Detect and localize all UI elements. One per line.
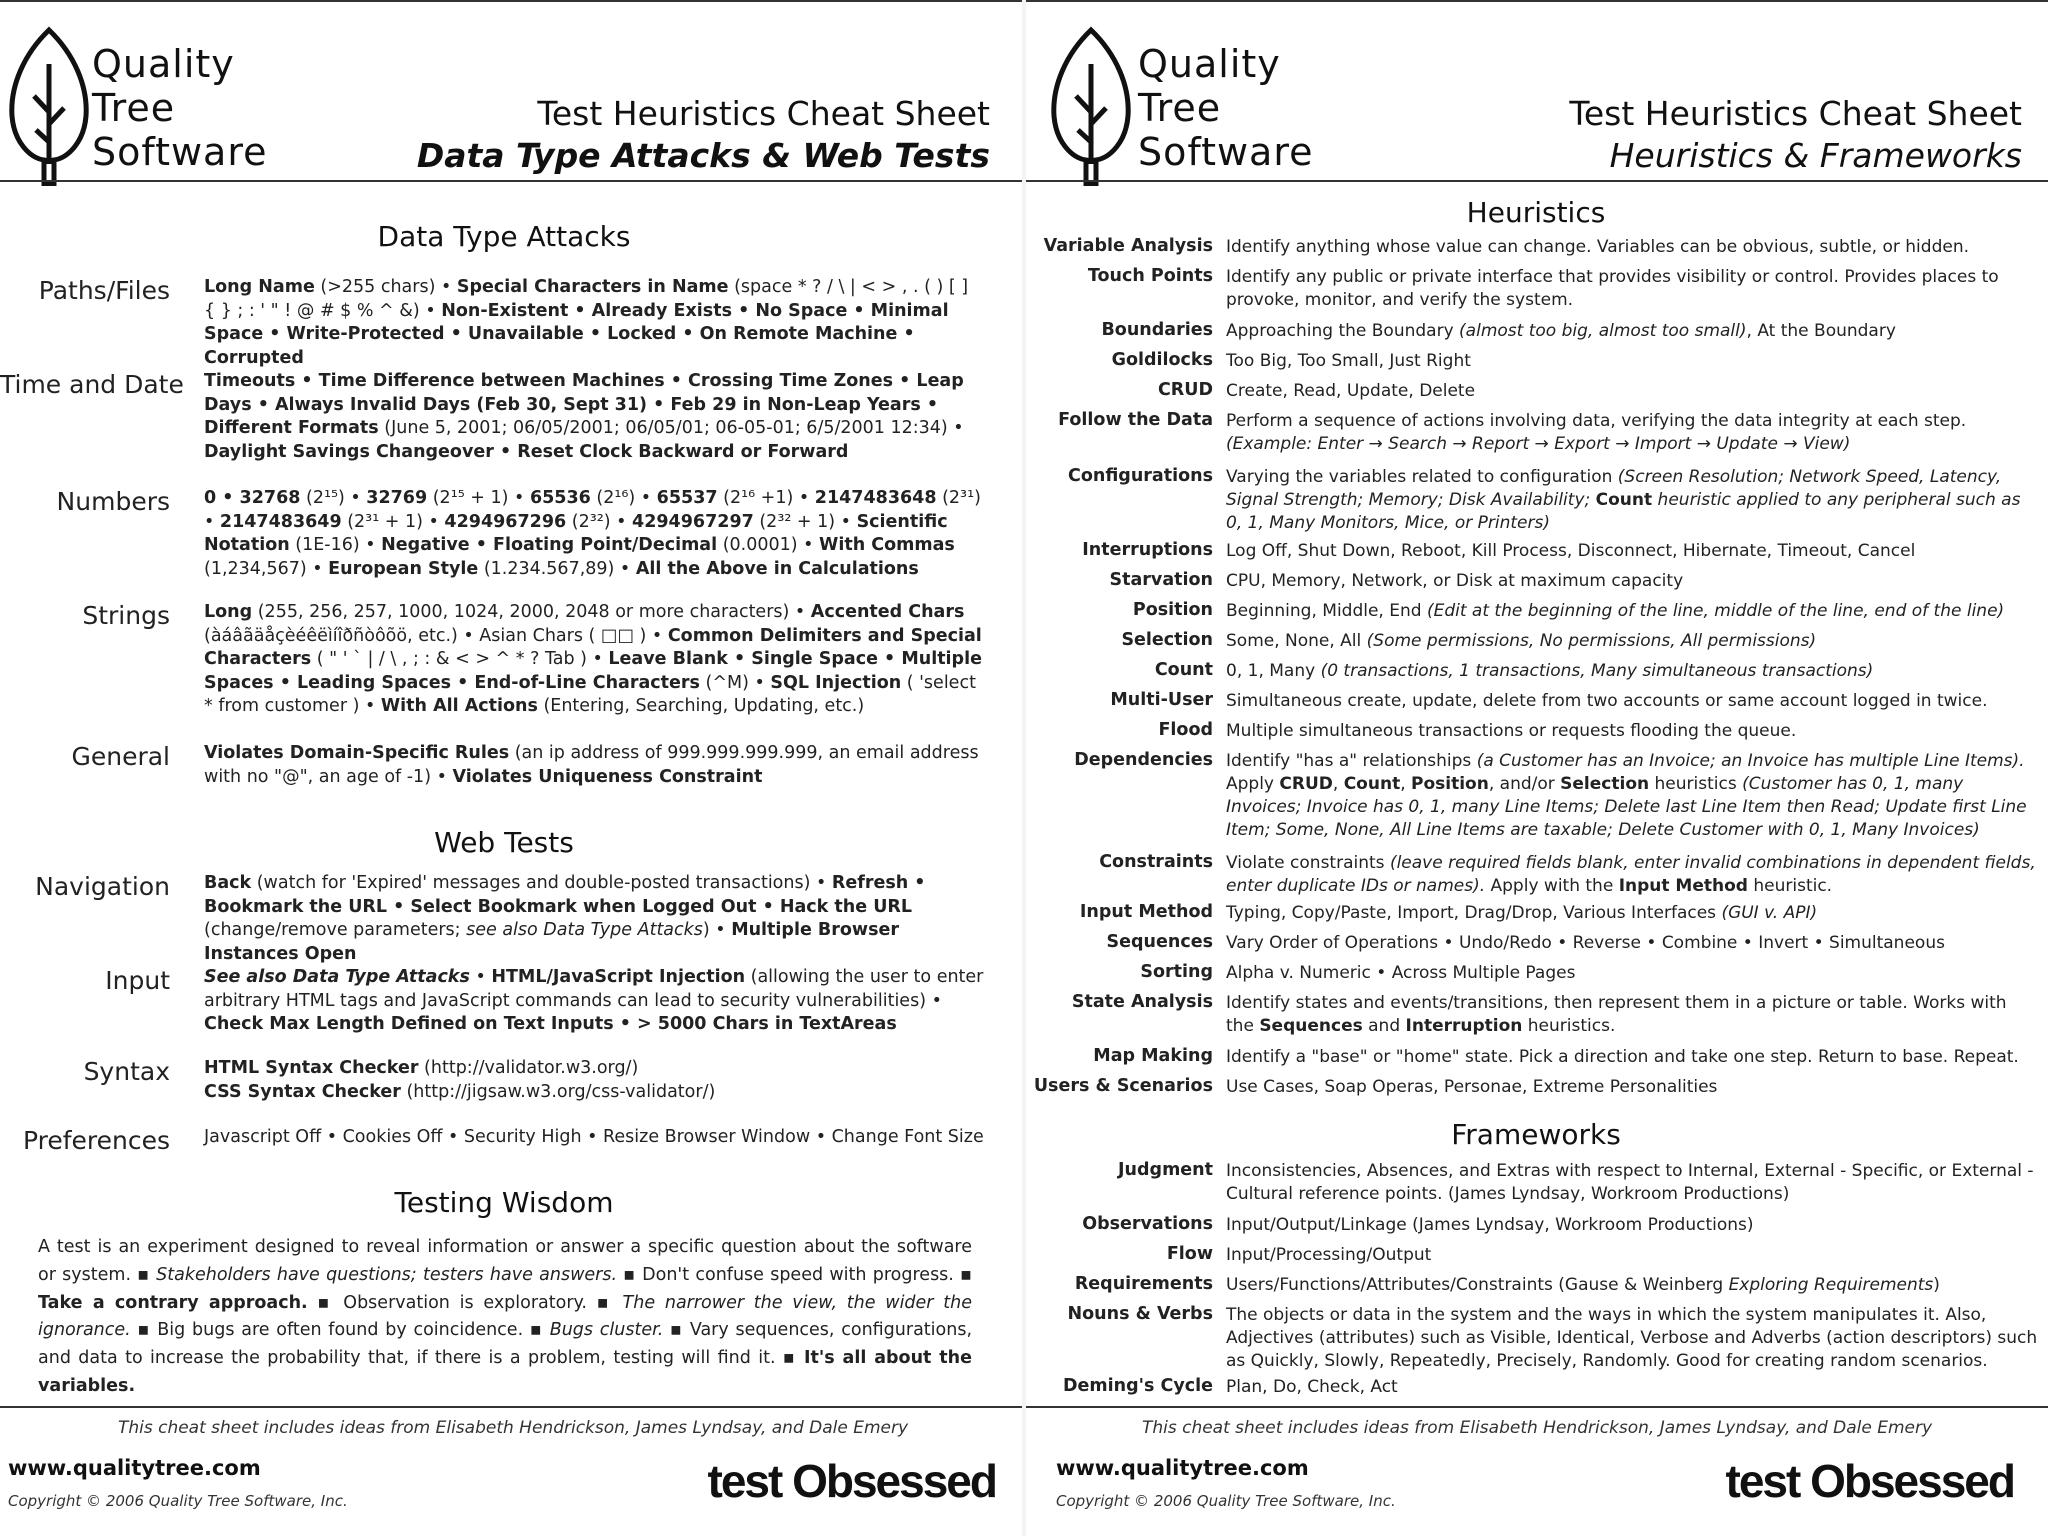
row-text (1226, 630, 2038, 653)
row-label: Judgment (1118, 1160, 1213, 1180)
row-text (204, 276, 984, 370)
text-segment: ▪ Observation is exploratory. ▪ (307, 1292, 623, 1313)
row-text (1226, 380, 2038, 403)
text-segment: With Commas (819, 535, 955, 555)
text-segment: (June 5, 2001; 06/05/2001; 06/05/01; 06-05-01; 6/5/2001 12:34) • (378, 418, 964, 438)
row-text (204, 487, 984, 581)
text-segment: Violates Domain-Specific Rules (204, 743, 510, 763)
text-segment: With All Actions (380, 696, 538, 716)
text-segment: Identify states and events/transitions, then represent them in a picture or table. Works with the (1226, 993, 2007, 1036)
row-label: Dependencies (1074, 750, 1213, 770)
text-segment: ( " ' ` | / \ , ; : & < > ^ * ? Tab ) • (311, 649, 609, 669)
text-segment: see also Data Type Attacks (466, 920, 703, 940)
row-text (204, 601, 984, 719)
row-text (1226, 266, 2038, 312)
text-segment: Stakeholders have questions; testers have answers. (156, 1264, 618, 1285)
row-label: Flood (1158, 720, 1213, 740)
text-segment: Use Cases, Soap Operas, Personae, Extreme Personalities (1226, 1077, 1718, 1097)
text-segment: , At the Boundary (1746, 321, 1896, 341)
text-segment: (an ip address of 999.999.999.999, an email address with no "@", an age of -1) • (204, 743, 979, 787)
row-text (204, 1126, 984, 1150)
text-segment: SQL Injection (770, 672, 902, 693)
header-divider (1026, 180, 2048, 182)
brand-line: Tree (1138, 86, 1222, 130)
row-label: Map Making (1093, 1046, 1213, 1066)
text-segment: 4294967296 (444, 511, 567, 532)
text-segment: The objects or data in the system and the ways in which the system manipulates it. Also, Adjectives (attributes) such as Visible, Identical, Verbose and Adverbs (action descriptors) such as Quickly, Slowly, Repeatedly, Precisely, Randomly. Good for creating random scenarios. (1226, 1305, 2038, 1371)
text-segment: HTML Syntax Checker (204, 1058, 419, 1078)
row-label: Follow the Data (1058, 410, 1213, 430)
text-segment: (2¹⁵ + 1) • (427, 488, 530, 508)
brand-line: Software (1138, 130, 1314, 174)
row-label: Selection (1121, 630, 1213, 650)
company-brand (1138, 42, 1314, 174)
row-text (204, 872, 984, 966)
sheet-title: Test Heuristics Cheat Sheet (1569, 94, 2022, 133)
row-text (1226, 720, 2038, 743)
text-segment: (a Customer has an Invoice; an Invoice has multiple Line Items). (1476, 751, 2025, 771)
brand-line: Quality (92, 42, 235, 86)
text-segment: (almost too big, almost too small) (1459, 321, 1747, 341)
text-segment: , (1400, 774, 1412, 794)
text-segment: A test is an experiment designed to reveal information or answer a specific question about the software or system. ▪ (38, 1237, 972, 1285)
text-segment: (1,234,567) • (204, 558, 329, 579)
brand-line: Tree (92, 86, 176, 130)
text-segment: (http://validator.w3.org/) (418, 1058, 639, 1078)
text-segment: (>255 chars) • (314, 277, 457, 297)
section-title-frameworks: Frameworks (1451, 1118, 1621, 1151)
row-label: Strings (82, 601, 170, 630)
row-label: Numbers (56, 487, 170, 516)
row-label: Users & Scenarios (1033, 1076, 1213, 1096)
sheet-title: Test Heuristics Cheat Sheet (537, 94, 990, 133)
credits-line: This cheat sheet includes ideas from Elisabeth Hendrickson, James Lyndsay, and Dale Emery (117, 1418, 909, 1438)
text-segment: heuristics (1649, 774, 1743, 794)
text-segment: (2³²) • (566, 511, 633, 532)
text-segment: (Entering, Searching, Updating, etc.) (537, 696, 865, 716)
page-header (0, 0, 1026, 186)
text-segment: ) • (702, 920, 732, 940)
text-segment: Timeouts • Time Difference between Machines • Crossing Time Zones • Leap Days • Always Invalid Days (Feb 30, Sept 31) • Feb 29 in Non-Leap Years • Different Formats (204, 371, 964, 438)
text-segment: All the Above in Calculations (635, 558, 919, 579)
row-label: Starvation (1109, 570, 1213, 590)
tree-logo-icon (4, 24, 94, 186)
text-segment: Violate constraints (1226, 853, 1390, 873)
footer-divider (0, 1406, 1026, 1408)
test-obsessed-logo: test Obsessed (1725, 1455, 2014, 1507)
text-segment: (Example: Enter → Search → Report → Export → Import → Update → View) (1226, 434, 1851, 454)
text-segment: Too Big, Too Small, Just Right (1226, 351, 1471, 371)
text-segment: (Some permissions, No permissions, All permissions) (1366, 631, 1817, 651)
row-text (1226, 540, 2038, 563)
row-label: Time and Date (0, 370, 184, 399)
text-segment: (2¹⁵) • (300, 488, 367, 508)
row-text (204, 742, 984, 789)
row-label: Navigation (35, 872, 170, 901)
row-text (1226, 570, 2038, 593)
row-label: Nouns & Verbs (1067, 1304, 1213, 1324)
row-text (1226, 466, 2038, 535)
text-segment: Long Name (204, 277, 315, 297)
sheet-subtitle: Data Type Attacks & Web Tests (416, 136, 990, 175)
text-segment: (2¹⁶ +1) • (717, 488, 815, 508)
text-segment: Plan, Do, Check, Act (1226, 1377, 1398, 1397)
header-divider (0, 180, 1026, 182)
text-segment: Sequences (1259, 1016, 1363, 1036)
text-segment: Simultaneous create, update, delete from two accounts or same account logged in twice. (1226, 691, 1988, 711)
text-segment: (Edit at the beginning of the line, middle of the line, end of the line) (1426, 601, 2005, 621)
text-segment: (watch for 'Expired' messages and double-posted transactions) • (251, 873, 832, 893)
company-brand (92, 42, 268, 174)
text-segment: Accented Chars (810, 602, 965, 622)
text-segment: 0 • 32768 (204, 488, 301, 508)
text-segment: ( 'select * from customer ) • (204, 672, 976, 716)
row-label: Multi-User (1110, 690, 1213, 710)
text-segment: ▪ Vary sequences, configurations, and data to increase the probability that, if there is a problem, testing will find it. ▪ (38, 1320, 973, 1369)
section-title-data-type-attacks: Data Type Attacks (377, 220, 631, 253)
text-segment: (àáâãäåçèéêëìíîðñòôõö, etc.) • Asian Chars ( □□ ) • (204, 625, 668, 646)
text-segment: Beginning, Middle, End (1226, 601, 1427, 621)
text-segment: (space * ? / \ | < > , . ( ) [ ] { } ; : ' " ! @ # $ % ^ &) • (204, 277, 969, 321)
row-label: General (71, 742, 170, 771)
row-label: Preferences (22, 1126, 170, 1155)
text-segment: Apply (1226, 774, 1280, 794)
text-segment: CSS Syntax Checker (204, 1081, 401, 1102)
copyright-notice: Copyright © 2006 Quality Tree Software, Inc. (1056, 1492, 1396, 1510)
text-segment: European Style (328, 558, 479, 579)
text-segment: Create, Read, Update, Delete (1226, 381, 1476, 401)
brand-line: Quality (1138, 42, 1281, 86)
text-segment: , (1332, 774, 1344, 794)
text-segment: Non-Existent • Already Exists • No Space • Minimal Space • Write-Protected • Unavailable • Locked • On Remote Machine • Corrupted (204, 300, 949, 368)
text-segment: Vary Order of Operations • Undo/Redo • Reverse • Combine • Invert • Simultaneous (1226, 933, 1945, 953)
text-segment: and (1362, 1016, 1406, 1036)
row-label: Requirements (1074, 1274, 1213, 1294)
credits-line: This cheat sheet includes ideas from Elisabeth Hendrickson, James Lyndsay, and Dale Emery (1141, 1418, 1933, 1438)
test-obsessed-logo: test Obsessed (707, 1455, 996, 1507)
copyright-notice: Copyright © 2006 Quality Tree Software, Inc. (8, 1492, 348, 1510)
text-segment: (2³¹ + 1) • (341, 511, 445, 532)
text-segment: See also Data Type Attacks (204, 967, 470, 987)
text-segment: 65536 (529, 488, 591, 508)
text-segment: heuristic. (1747, 876, 1833, 896)
text-segment: Long (204, 602, 253, 622)
page-header (1026, 0, 2048, 186)
row-text (1226, 600, 2038, 623)
text-segment: CRUD (1279, 774, 1333, 794)
text-segment: Common Delimiters and Special Characters (204, 625, 982, 669)
row-label: Flow (1166, 1244, 1213, 1264)
text-segment: Identify any public or private interface that provides visibility or control. Provides places to provoke, monitor, and verify the system. (1226, 267, 1999, 310)
text-segment: Refresh • Bookmark the URL • Select Bookmark when Logged Out • Hack the URL (204, 873, 926, 917)
row-text (1226, 992, 2038, 1038)
text-segment: Bugs cluster. (549, 1320, 664, 1341)
text-segment: Javascript Off • Cookies Off • Security High • Resize Browser Window • Change Font Size (204, 1127, 984, 1147)
row-text (1226, 320, 2038, 343)
text-segment: Some, None, All (1226, 631, 1367, 651)
row-text (204, 966, 984, 1037)
text-segment: (leave required fields blank, enter invalid combinations in dependent fields, enter duplicate IDs or names). (1226, 853, 2036, 896)
text-segment: Log Off, Shut Down, Reboot, Kill Process, Disconnect, Hibernate, Timeout, Cancel (1226, 541, 1916, 561)
text-segment: (0.0001) • (717, 535, 820, 555)
section-title-testing-wisdom: Testing Wisdom (394, 1186, 614, 1219)
text-segment: 0, 1, Many (1226, 661, 1321, 681)
row-label: Goldilocks (1111, 350, 1213, 370)
text-segment: Negative • Floating Point/Decimal (381, 535, 718, 555)
row-label: Sorting (1140, 962, 1213, 982)
text-segment: Special Characters in Name (456, 277, 729, 297)
testing-wisdom-paragraph (38, 1234, 972, 1401)
text-segment: Identify anything whose value can change. Variables can be obvious, subtle, or hidden. (1226, 237, 1970, 257)
text-segment: Typing, Copy/Paste, Import, Drag/Drop, Various Interfaces (1226, 903, 1722, 923)
row-label: State Analysis (1071, 992, 1213, 1012)
text-segment: 2147483649 (219, 511, 342, 532)
text-segment: heuristics. (1522, 1016, 1616, 1036)
text-segment: The narrower the view, the wider the ignorance. (38, 1292, 972, 1341)
row-label: Boundaries (1101, 320, 1213, 340)
row-label: Observations (1082, 1214, 1213, 1234)
text-segment: Position (1411, 774, 1489, 794)
row-label: Touch Points (1087, 266, 1213, 286)
row-label: Interruptions (1082, 540, 1213, 560)
row-text (1226, 410, 2038, 456)
text-segment: Users/Functions/Attributes/Constraints (Gause & Weinberg (1226, 1275, 1729, 1295)
text-segment: Identify a "base" or "home" state. Pick a direction and take one step. Return to base. Repeat. (1226, 1047, 2019, 1067)
text-segment: Count (1595, 490, 1653, 510)
row-text (1226, 852, 2038, 898)
row-label: Input (105, 966, 170, 995)
text-segment: Apply with the (1485, 876, 1619, 896)
text-segment: ) (1933, 1275, 1940, 1295)
row-label: Variable Analysis (1043, 236, 1213, 256)
sheet-subtitle: Heuristics & Frameworks (1609, 136, 2022, 175)
text-segment: Multiple simultaneous transactions or requests flooding the queue. (1226, 721, 1797, 741)
text-segment: Input/Output/Linkage (James Lyndsay, Workroom Productions) (1226, 1215, 1754, 1235)
row-label: Constraints (1099, 852, 1213, 872)
row-text (1226, 932, 2038, 955)
row-text (1226, 902, 2038, 925)
row-text (1226, 236, 2038, 259)
section-title-web-tests: Web Tests (434, 826, 574, 859)
text-segment: Input Method (1618, 876, 1748, 896)
text-segment: 65537 (656, 488, 718, 508)
row-text (1226, 690, 2038, 713)
row-label: Syntax (83, 1057, 170, 1086)
text-segment: ▪ Don't confuse speed with progress. ▪ (617, 1264, 973, 1285)
text-segment: Multiple Browser Instances Open (204, 920, 899, 964)
row-text (204, 370, 984, 464)
text-segment: • (469, 967, 492, 987)
text-segment: Back (204, 873, 252, 893)
text-segment: Varying the variables related to configuration (1226, 467, 1618, 487)
row-text (1226, 1046, 2038, 1069)
row-label: Sequences (1106, 932, 1213, 952)
text-segment: heuristic applied to any peripheral such as 0, 1, Many Monitors, Mice, or Printers) (1226, 490, 2021, 533)
website-link[interactable]: www.qualitytree.com (8, 1456, 261, 1480)
row-text (1226, 1274, 2038, 1297)
row-label: Configurations (1068, 466, 1213, 486)
text-segment: Perform a sequence of actions involving data, verifying the data integrity at each step. (1226, 411, 1967, 431)
text-segment: (0 transactions, 1 transactions, Many simultaneous transactions) (1320, 661, 1874, 681)
row-text (1226, 1376, 2038, 1399)
text-segment: Interruption (1405, 1016, 1523, 1036)
text-segment: (Customer has 0, 1, many Invoices; Invoice has 0, 1, many Line Items; Delete last Line Item then Read; Update first Line Item; Some, None, All Line Items are taxable; Delete Customer with 0, 1, Many Invoices) (1226, 774, 2027, 840)
text-segment: ▪ Big bugs are often found by coincidence. ▪ (130, 1320, 550, 1341)
text-segment: (Screen Resolution; Network Speed, Latency, Signal Strength; Memory; Disk Availability; (1226, 467, 2002, 510)
text-segment: It's all about the variables. (38, 1348, 972, 1396)
row-text (1226, 750, 2038, 842)
brand-line: Software (92, 130, 268, 174)
text-segment: Violates Uniqueness Constraint (452, 766, 763, 787)
text-segment: (allowing the user to enter arbitrary HTML tags and JavaScript commands can lead to security vulnerabilities) • (204, 967, 984, 1011)
text-segment: Exploring Requirements (1728, 1275, 1934, 1295)
row-label: Deming's Cycle (1063, 1376, 1213, 1396)
text-segment: (255, 256, 257, 1000, 1024, 2000, 2048 or more characters) • (252, 602, 811, 622)
text-segment: (2¹⁶) • (590, 488, 657, 508)
row-text (1226, 962, 2038, 985)
row-text (1226, 1214, 2038, 1237)
website-link[interactable]: www.qualitytree.com (1056, 1456, 1309, 1480)
text-segment: Check Max Length Defined on Text Inputs • > 5000 Chars in TextAreas (204, 1014, 897, 1034)
row-label: Input Method (1079, 902, 1213, 922)
row-label: Count (1154, 660, 1213, 680)
text-segment: (GUI v. API) (1721, 903, 1818, 923)
text-segment: (1E-16) • (289, 535, 382, 555)
row-label: Paths/Files (38, 276, 170, 305)
text-segment: Daylight Savings Changeover • Reset Clock Backward or Forward (204, 441, 849, 462)
tree-logo-icon (1046, 24, 1136, 186)
text-segment: , and/or (1488, 774, 1561, 794)
text-segment: (change/remove parameters; (204, 920, 467, 940)
text-segment: (2³¹) • (204, 488, 981, 532)
section-title-heuristics: Heuristics (1466, 196, 1606, 229)
text-segment: Leave Blank • Single Space • Multiple Spaces • Leading Spaces • End-of-Line Characters (204, 649, 982, 693)
text-segment: 4294967297 (632, 511, 754, 532)
text-segment: Alpha v. Numeric • Across Multiple Pages (1226, 963, 1576, 983)
row-label: Position (1132, 600, 1213, 620)
text-segment: Inconsistencies, Absences, and Extras with respect to Internal, External - Specific, or External - Cultural reference points. (James Lyndsay, Workroom Productions) (1226, 1161, 2034, 1204)
text-segment: 32769 (366, 488, 428, 508)
text-segment: (2³² + 1) • (753, 511, 857, 532)
text-segment: CPU, Memory, Network, or Disk at maximum capacity (1226, 571, 1684, 591)
text-segment: Scientific Notation (204, 511, 948, 555)
footer-divider (1026, 1406, 2048, 1408)
row-text (1226, 1304, 2038, 1373)
row-text (204, 1057, 984, 1104)
text-segment: (1.234.567,89) • (478, 558, 636, 579)
row-text (1226, 1244, 2038, 1267)
text-segment: Input/Processing/Output (1226, 1245, 1432, 1265)
text-segment: Count (1343, 774, 1401, 794)
text-segment: 2147483648 (814, 488, 937, 508)
text-segment: Selection (1560, 774, 1650, 794)
row-text (1226, 350, 2038, 373)
text-segment: Identify "has a" relationships (1226, 751, 1477, 771)
text-segment: Approaching the Boundary (1226, 321, 1460, 341)
text-segment: (^M) • (699, 672, 771, 693)
row-text (1226, 1160, 2038, 1206)
text-segment: HTML/JavaScript Injection (491, 967, 746, 987)
text-segment: Take a contrary approach. (38, 1292, 308, 1313)
row-text (1226, 1076, 2038, 1099)
cheat-sheet-page-heuristics (1026, 0, 2048, 1536)
row-label: CRUD (1157, 380, 1213, 400)
text-segment: (http://jigsaw.w3.org/css-validator/) (400, 1081, 716, 1102)
row-text (1226, 660, 2038, 683)
